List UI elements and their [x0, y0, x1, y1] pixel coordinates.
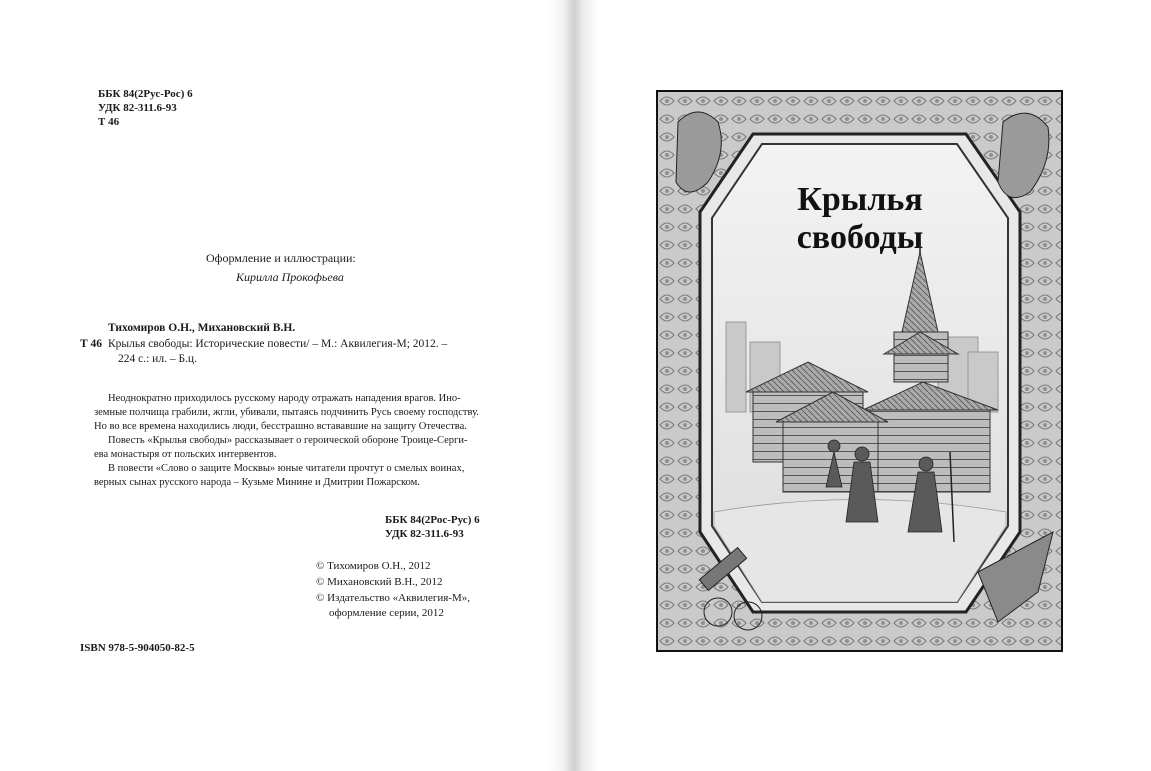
annotation-line: земные полчища грабили, жгли, убивали, пытаясь подчинить Русь своему господству. [94, 407, 479, 418]
frontispiece-title-line-1: Крылья [797, 181, 923, 218]
isbn: ISBN 978-5-904050-82-5 [80, 642, 195, 654]
frontispiece-drawing [658, 92, 1061, 650]
illustrator-name: Кирилла Прокофьева [236, 270, 344, 284]
left-page [0, 0, 560, 771]
copyright-line: © Издательство «Аквилегия-М», [316, 592, 471, 604]
annotation-line: Повесть «Крылья свободы» рассказывает о героической обороне Троице-Серги- [108, 435, 468, 446]
catalog-line-1: Крылья свободы: Исторические повести/ – М.: Аквилегия-М; 2012. – [108, 338, 448, 350]
copyright-line: оформление серии, 2012 [329, 607, 444, 619]
copyright-line: © Тихомиров О.Н., 2012 [316, 560, 431, 572]
bbk-code-top: ББК 84(2Рус-Рос) 6 [98, 88, 193, 100]
annotation-line: ева монастыря от польских интервентов. [94, 449, 277, 460]
annotation-line: Неоднократно приходилось русскому народу отражать нападения врагов. Ино- [108, 393, 461, 404]
catalog-line-2: 224 с.: ил. – Б.ц. [118, 353, 197, 365]
bbk-code-bottom: ББК 84(2Рос-Рус) 6 [385, 514, 480, 526]
design-credit-label: Оформление и иллюстрации: [206, 251, 356, 265]
annotation-line: В повести «Слово о защите Москвы» юные читатели прочтут о смелых воинах, [108, 463, 465, 474]
udk-code-top: УДК 82-311.6-93 [98, 102, 177, 114]
udk-code-bottom: УДК 82-311.6-93 [385, 528, 464, 540]
copyright-line: © Михановский В.Н., 2012 [316, 576, 443, 588]
book-gutter [548, 0, 598, 771]
frontispiece-illustration [656, 90, 1063, 652]
author-mark-top: Т 46 [98, 116, 120, 128]
catalog-code: Т 46 [80, 338, 103, 350]
annotation-line: верных сынах русского народа – Кузьме Минине и Дмитрии Пожарском. [94, 477, 420, 488]
catalog-authors: Тихомиров О.Н., Михановский В.Н. [108, 322, 296, 334]
annotation-line: Но во все времена находились люди, бесстрашно встававшие на защиту Отечества. [94, 421, 467, 432]
frontispiece-title-line-2: свободы [796, 219, 924, 256]
